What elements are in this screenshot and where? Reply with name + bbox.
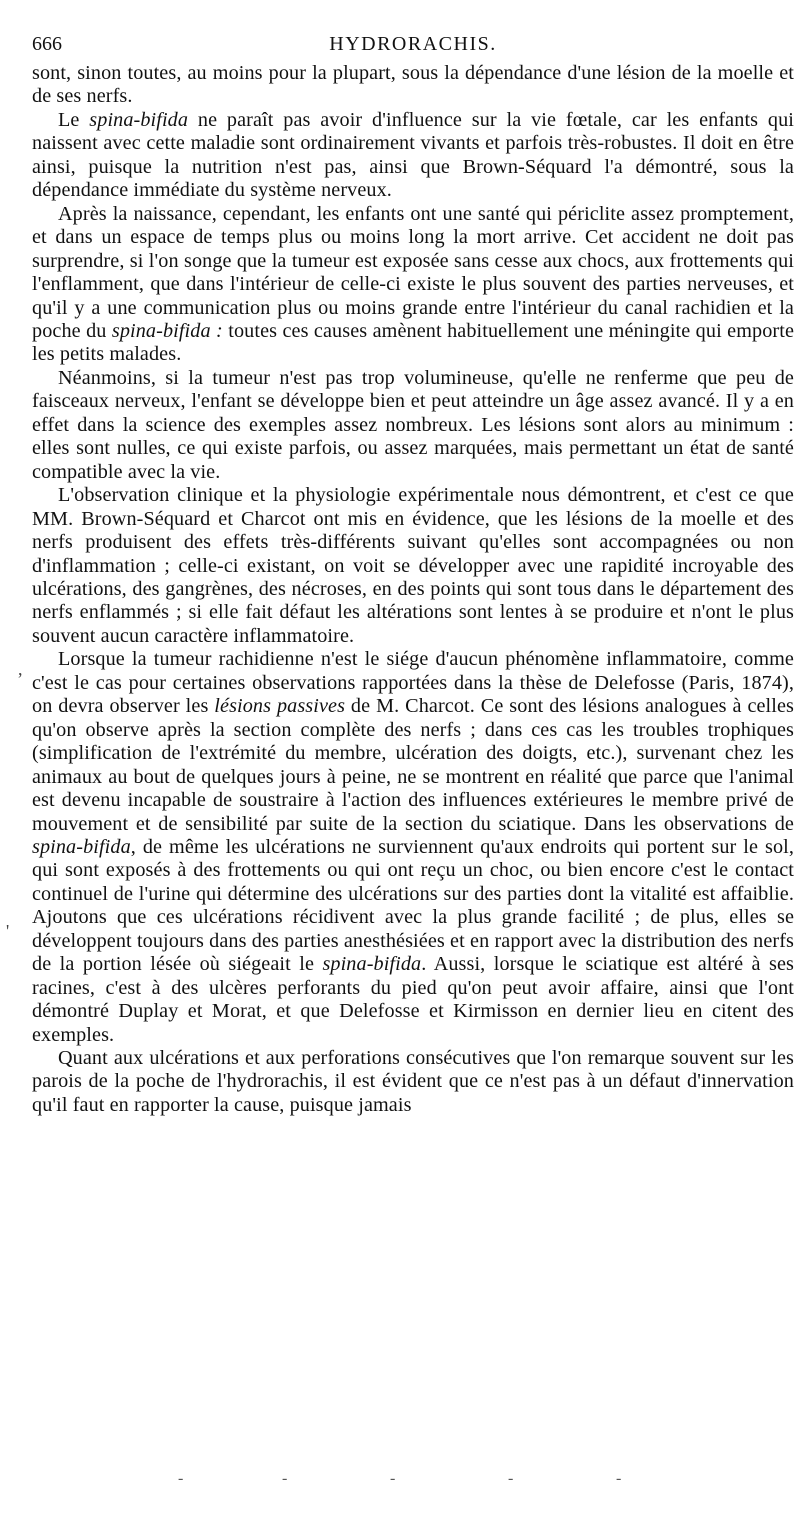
running-title: HYDRORACHIS. [329, 33, 497, 55]
text-run: . Aussi, lorsque le sciatique est altéré à ses racines, c'est à des ulcères perforants du pied qu'on peut avoir affaire, ainsi que l'ont démontré Duplay et Morat, et que Delefosse et Kirmisson en dernier lieu en citent des exemples. [32, 953, 794, 1046]
print-mark: - [508, 1470, 514, 1487]
text-run: toutes ces causes amènent habituellement une méningite qui emporte les petits malades. [32, 319, 795, 366]
margin-mark: ' [6, 921, 10, 941]
text-run: Le [58, 108, 90, 131]
text-run: Quant aux ulcérations et aux perforations consécutives que l'on remarque souvent sur les parois de la poche de l'hydrorachis, il est évident que ce n'est pas à un défaut d'innervation qu'il faut en rapporter la cause, puisque jamais [32, 1047, 794, 1116]
paragraph [32, 484, 794, 648]
text-run: Lorsque la tumeur rachidienne n'est le siége d'aucun phénomène inflammatoire, comme c'est le cas pour certaines observations rapportées dans la thèse de Delefosse (Paris, 1874), on devra observer les [32, 648, 794, 718]
italic-term: spina-bifida [322, 953, 422, 976]
body-text [32, 62, 794, 1117]
paragraph [32, 367, 794, 484]
print-mark: - [178, 1470, 184, 1487]
text-run: , de même les ulcérations ne surviennent qu'aux endroits qui portent sur le sol, qui sont exposés à des frottements ou qui ont reçu un choc, ou bien encore c'est le contact continuel de l'urine qui détermine des ulcérations sur des parties dont la vitalité est affaiblie. Ajoutons que ces ulcérations récidivent avec la plus grande facilité ; de plus, elles se développent toujours dans des parties anesthésiées et en rapport avec la distribution des nerfs de la portion lésée où siégeait le [32, 835, 794, 976]
print-mark: - [390, 1470, 396, 1487]
page-number: 666 [32, 33, 62, 55]
paragraph [32, 203, 794, 367]
print-mark: - [616, 1470, 622, 1487]
print-mark: - [282, 1470, 288, 1487]
text-run: L'observation clinique et la physiologie expérimentale nous démontrent, et c'est ce que MM. Brown-Séquard et Charcot ont mis en évidence, que les lésions de la moelle et des nerfs produisent des effets très-différents suivant qu'elles sont accompagnées ou non d'inflammation ; celle-ci existant, on voit se développer avec une rapidité incroyable des ulcérations, des gangrènes, des nécroses, en des points qui sont tous dans le département des nerfs enflammés ; si elle fait défaut les altérations sont lentes à se produire et n'ont le plus souvent aucun caractère inflammatoire. [32, 484, 794, 647]
paragraph [32, 109, 794, 203]
italic-term: spina-bifida : [111, 319, 223, 342]
text-run: ne paraît pas avoir d'influence sur la vie fœtale, car les enfants qui naissent avec cette maladie sont ordinairement vivants et parfois très-robustes. Il doit en être ainsi, puisque la nutrition n'est pas, ainsi que Brown-Séquard l'a démontré, sous la dépendance immédiate du système nerveux. [32, 108, 794, 202]
text-run: de M. Charcot. Ce sont des lésions analogues à celles qu'on observe après la section complète des nerfs ; dans ces cas les troubles trophiques (simplification de l'extrémité du membre, ulcération des doigts, etc.), survenant chez les animaux au bout de quelques jours à peine, ne se montrent en réalité que parce que l'animal est devenu incapable de soustraire à l'action des influences extérieures le membre privé de mouvement et de sensibilité par suite de la section du sciatique. Dans les observations de [32, 695, 794, 835]
paragraph [32, 1047, 794, 1117]
margin-mark: , [18, 659, 23, 679]
text-run: Néanmoins, si la tumeur n'est pas trop volumineuse, qu'elle ne renferme que peu de faisceaux nerveux, l'enfant se développe bien et peut atteindre un âge assez avancé. Il y a en effet dans la science des exemples assez nombreux. Les lésions sont alors au minimum : elles sont nulles, ce qui existe parfois, ou assez marquées, mais permettant un état de santé compatible avec la vie. [32, 366, 794, 483]
italic-term: spina-bifida [89, 108, 189, 131]
italic-term: lésions passives [214, 695, 346, 718]
running-head [32, 30, 794, 58]
text-run: sont, sinon toutes, au moins pour la plupart, sous la dépendance d'une lésion de la moelle et de ses nerfs. [32, 62, 794, 108]
italic-term: spina-bifida [32, 835, 131, 858]
paragraph [32, 62, 794, 109]
paragraph [32, 648, 794, 1047]
text-run: Après la naissance, cependant, les enfants ont une santé qui périclite assez promptement, et dans un espace de temps plus ou moins long la mort arrive. Cet accident ne doit pas surprendre, si l'on songe que la tumeur est exposée sans cesse aux chocs, aux frottements qui l'enflamment, que dans l'intérieur de celle-ci existe le plus souvent des parties nerveuses, et qu'il y a une communication plus ou moins grande entre l'intérieur du canal rachidien et la poche du [32, 202, 794, 342]
